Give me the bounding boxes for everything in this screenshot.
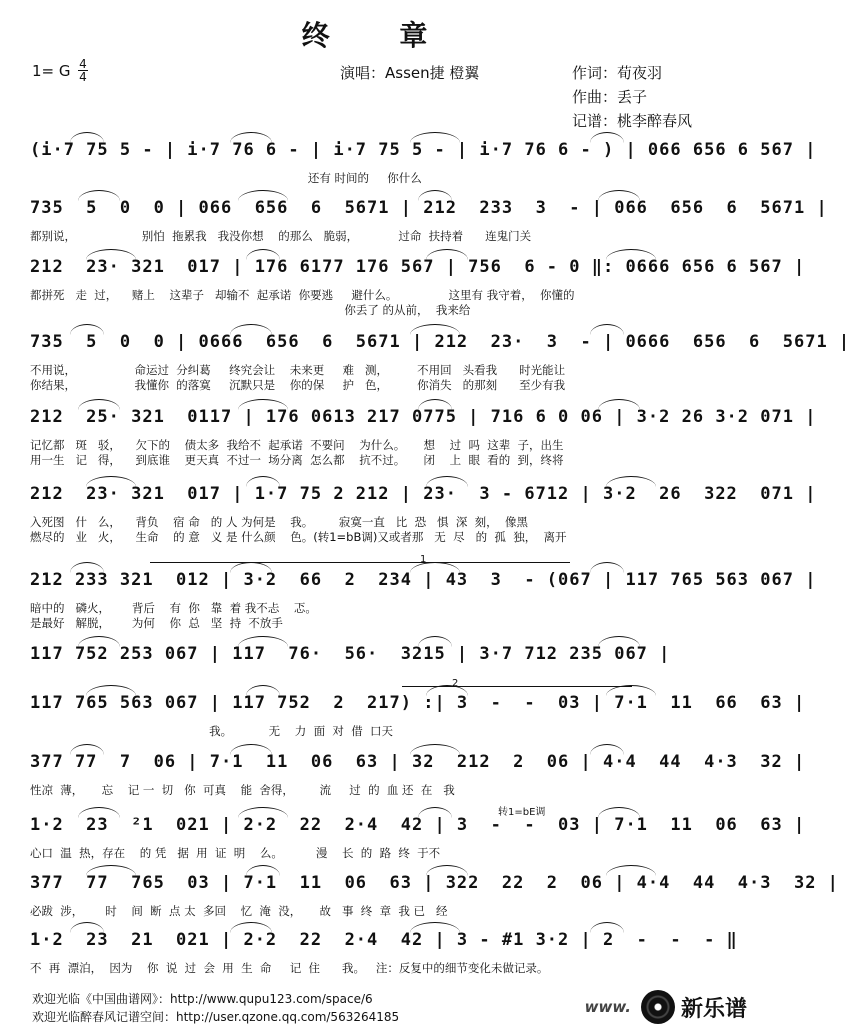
score-title: 终 章 (301, 19, 458, 52)
volta-1-bracket (150, 562, 570, 563)
slur-mark (86, 476, 136, 487)
slur-mark (590, 324, 624, 335)
slur-mark (70, 132, 104, 143)
lyric-line-1: 暗中的 磷火， 背后 有 你 靠 着 我不忐 忑。 (30, 601, 317, 615)
slur-mark (410, 324, 460, 335)
score-row (30, 570, 817, 636)
notes-line: 212 233 321 012 | 3·2 66 2 234 | 43 3 - (067 | 117 765 563 067 | (30, 570, 817, 590)
slur-mark (230, 324, 272, 335)
lyric-line-2: 你结果， 我懂你 的落寞 沉默只是 你的保 护 色， 你消失 的那刻 至少有我 (30, 378, 566, 392)
score-row (30, 407, 817, 473)
notes-line: 117 765 563 067 | 117 752 2 217) :| 3 - - 03 | 7·1 11 66 63 | (30, 693, 806, 713)
score-row (30, 484, 817, 550)
lyricist-credit: 作词：荀夜羽 (572, 64, 663, 82)
notes-line: 1·2 23 21 021 | 2·2 22 2·4 42 | 3 - #1 3·2 | 2 - - - ‖ (30, 930, 738, 950)
notes-line: 735 5 0 0 | 0666 656 6 5671 | 212 23· 3 - | 0666 656 6 5671 | (30, 332, 850, 352)
slur-mark (78, 399, 120, 410)
logo-text: 新乐谱 (680, 996, 747, 1022)
volta-1-label: 1 (420, 554, 427, 565)
time-signature (78, 58, 88, 83)
notes-line: (i·7 75 5 - | i·7 76 6 - | i·7 75 5 - | i·7 76 6 - ) | 066 656 6 567 | (30, 140, 817, 160)
slur-mark (230, 132, 272, 143)
lyric-line-2: 是最好 解脱， 为何 你 总 坚 持 不放手 (30, 616, 283, 630)
notes-line: 117 752 253 067 | 117 76· 56· 3215 | 3·7 712 235 067 | (30, 644, 671, 664)
score-row (30, 257, 806, 323)
lyric-line-1: 记忆都 斑 驳， 欠下的 债太多 我给不 起承诺 不要问 为什么。 想 过 吗 这辈 子，出生 (30, 438, 564, 452)
lyric-line-1: 都拼死 走 过， 赌上 这辈子 却输不 起承诺 你要逃 避什么。 这里有 我守着， 你懂的 (30, 288, 575, 302)
transcriber-credit: 记谱：桃李醉春风 (572, 112, 693, 130)
slur-mark (418, 636, 452, 647)
lyric-line-1: 都别说， 别怕 拖累我 我没你想 的那么 脆弱， 过命 扶持着 连鬼门关 (30, 229, 532, 243)
time-sig-bottom: 4 (79, 70, 87, 84)
logo-www: www. (584, 998, 631, 1016)
slur-mark (230, 562, 272, 573)
lyric-line-1: 还有 时间的 你什么 (30, 171, 422, 185)
score-row (30, 930, 738, 996)
slur-mark (418, 399, 452, 410)
lyric-line-2: 燃尽的 业 火， 生命 的 意 义 是 什么颜 色。(转1=bB调)又或者那 无 尽 的 孤 独， 离开 (30, 530, 567, 544)
slur-mark (606, 476, 656, 487)
notes-line: 1·2 23 ²1 021 | 2·2 22 2·4 42 | 3 - - 03 | 7·1 11 06 63 | (30, 815, 806, 835)
slur-mark (410, 562, 460, 573)
slur-mark (238, 399, 288, 410)
slur-mark (590, 562, 624, 573)
slur-mark (70, 562, 104, 573)
site-logo (585, 990, 747, 1024)
notes-line: 212 23· 321 017 | 176 6177 176 567 | 756 6 - 0 ‖: 0666 656 6 567 | (30, 257, 806, 277)
score-row (30, 693, 806, 759)
slur-mark (426, 476, 468, 487)
footer-space-link[interactable]: 欢迎光临醉春风记谱空间：http://user.qzone.qq.com/563264185 (32, 1010, 400, 1024)
slur-mark (70, 324, 104, 335)
volta-2-label: 2 (452, 678, 459, 689)
slur-mark (598, 399, 640, 410)
slur-mark (246, 476, 280, 487)
key-signature: 1= G (32, 62, 71, 80)
lyric-line-1: 心口 温 热，存在 的 凭 据 用 证 明 么。 漫 长 的 路 终 于不 (30, 846, 441, 860)
record-disc-icon (641, 990, 675, 1024)
slur-mark (238, 636, 288, 647)
slur-mark (410, 132, 460, 143)
notes-line: 212 23· 321 017 | 1·7 75 2 212 | 23· 3 - 6712 | 3·2 26 322 071 | (30, 484, 817, 504)
lyric-line-1: 性凉 薄， 忘 记 一 切 你 可真 能 舍得， 流 过 的 血 还 在 我 (30, 783, 455, 797)
lyric-line-2: 用一生 记 得， 到底谁 更天真 不过一 场分离 怎么都 抗不过。 闭 上 眼 看的 到，终将 (30, 453, 564, 467)
notes-line: 212 25· 321 0117 | 176 0613 217 0775 | 716 6 0 06 | 3·2 26 3·2 071 | (30, 407, 817, 427)
notes-line: 377 77 765 03 | 7·1 11 06 63 | 322 22 2 06 | 4·4 44 4·3 32 | (30, 873, 839, 893)
composer-credit: 作曲：丢子 (572, 88, 648, 106)
modulation-note: 转1=bE调 (498, 807, 546, 818)
singer-credit: 演唱：Assen捷 橙翼 (340, 64, 480, 82)
lyric-line-1: 不用说， 命运过 分纠葛 终究会让 未来更 难 测， 不用回 头看我 时光能让 (30, 363, 566, 377)
lyric-line-1: 必跋 涉， 时 间 断 点 太 多回 忆 淹 没， 故 事 终 章 我 已 经 (30, 904, 448, 918)
lyric-line-2: 你丢了 的从前， 我来给 (30, 303, 471, 317)
slur-mark (78, 636, 120, 647)
volta-2-bracket (402, 686, 632, 687)
slur-mark (598, 636, 640, 647)
footer-site-link[interactable]: 欢迎光临《中国曲谱网》：http://www.qupu123.com/space/6 (32, 992, 373, 1006)
time-sig-top: 4 (79, 57, 87, 71)
slur-mark (590, 132, 624, 143)
lyric-line-1: 我。 无 力 面 对 借 口天 (30, 724, 394, 738)
lyric-line-1: 入死图 什 么， 背负 宿 命 的 人 为何是 我。 寂寞一直 比 恐 惧 深 刻， 像黑 (30, 515, 528, 529)
score-row (30, 332, 850, 398)
lyric-line-1: 不 再 漂泊， 因为 你 说 过 会 用 生 命 记 住 我。 注：反复中的细节变化未做记录。 (30, 961, 549, 975)
notes-line: 377 77 7 06 | 7·1 11 06 63 | 32 212 2 06 | 4·4 44 4·3 32 | (30, 752, 806, 772)
notes-line: 735 5 0 0 | 066 656 6 5671 | 212 233 3 - | 066 656 6 5671 | (30, 198, 828, 218)
